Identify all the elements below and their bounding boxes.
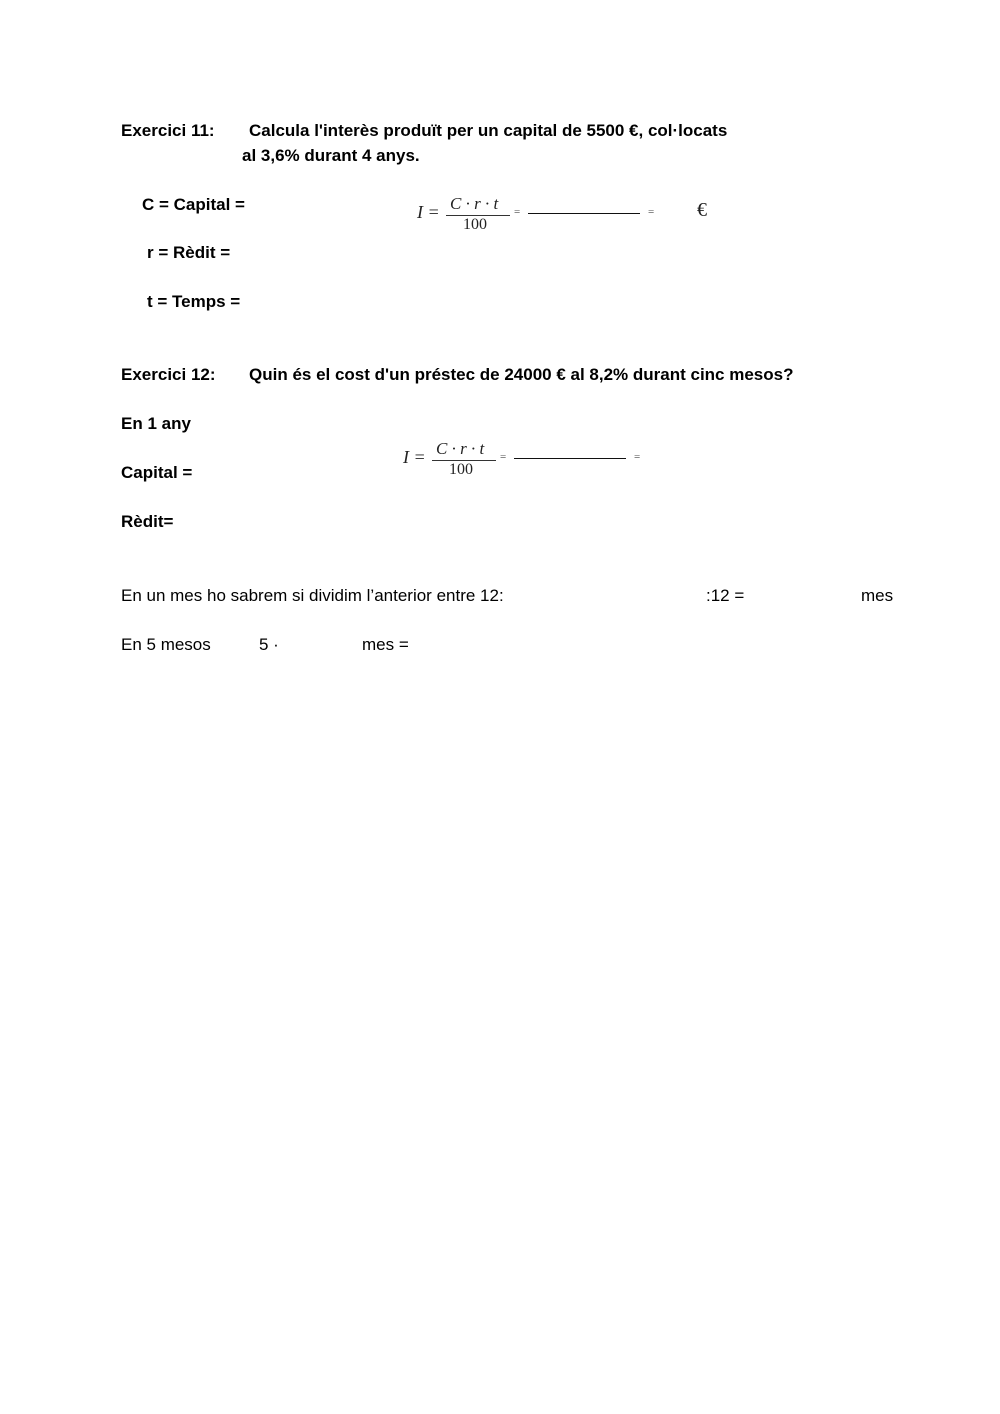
rate-label: r = Rèdit = [147,243,231,262]
formula-equals-1: = [514,206,521,218]
formula-numerator: C · r · t [436,439,485,458]
answer-blank-line[interactable] [528,213,640,214]
formula-equals-2: = [648,206,655,218]
formula-denominator: 100 [449,461,473,478]
exercise-11-statement-line2: al 3,6% durant 4 anys. [242,146,420,165]
five-months-factor: 5 · [259,635,279,654]
exercise-11-heading: Exercici 11: [121,121,215,140]
formula-equals-2: = [634,451,641,463]
exercise-12-heading: Exercici 12: [121,365,216,384]
five-months-label: En 5 mesos [121,635,211,654]
time-label: t = Temps = [147,292,241,311]
euro-symbol: € [697,199,707,221]
capital-label: C = Capital = [142,195,245,214]
five-months-unit-eq: mes = [362,635,409,654]
month-div-12: :12 = [706,586,745,605]
capital-label-12: Capital = [121,463,193,482]
month-unit: mes [861,586,894,605]
formula-numerator: C · r · t [450,194,499,213]
month-line-text: En un mes ho sabrem si dividim l’anterior entre 12: [121,586,504,605]
formula-denominator: 100 [463,216,487,233]
answer-blank-line[interactable] [514,458,626,459]
formula-lhs: I = [417,202,440,222]
formula-lhs: I = [403,447,426,467]
one-year-label: En 1 any [121,414,191,433]
formula-equals-1: = [500,451,507,463]
exercise-12-statement: Quin és el cost d'un préstec de 24000 € al 8,2% durant cinc mesos? [249,365,794,384]
rate-label-12: Rèdit= [121,512,174,531]
exercise-11-statement-line1: Calcula l'interès produït per un capital de 5500 €, col·locats [249,121,728,140]
